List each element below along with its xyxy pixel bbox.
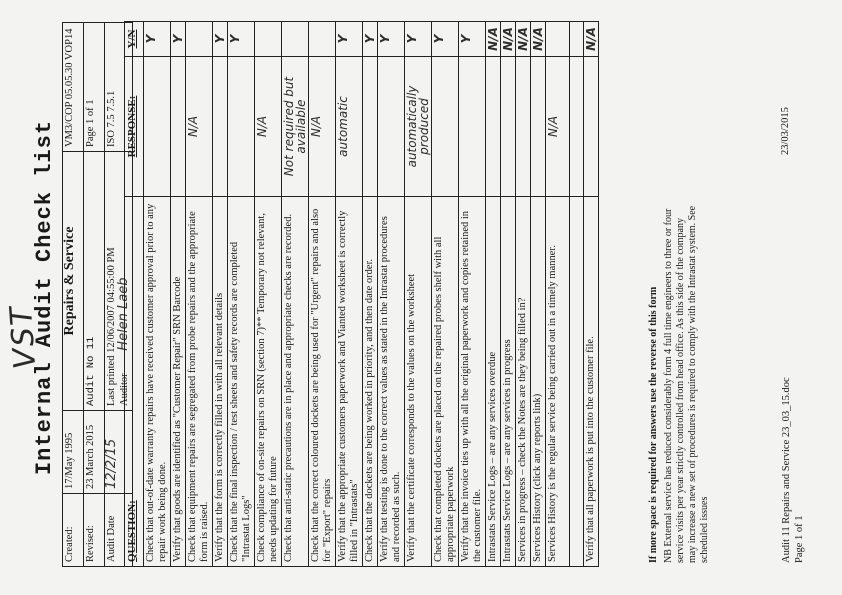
response-value: N/A [186,57,213,197]
question-text: Check that completed dockets are placed on the repaired probes shelf with all appropriate paperwork [432,197,459,567]
response-value: Not required but available [282,57,309,197]
response-value: automatic [336,57,363,197]
question-text: Check that out-of-date warranty repairs have received customer approval prior to any repair work being done. [144,197,171,567]
response-value [432,57,459,197]
yn-value [282,22,309,57]
auditor-signature: Helen Laeb [116,277,131,351]
response-value [584,57,599,197]
yn-value: N/A [584,22,599,57]
yn-value: Y [213,22,228,57]
space-note: If more space is required for answers use the reverse of this form [648,286,659,563]
question-text: Check that equipment repairs are segregated from probe repairs and the appropriate form is raised. [186,197,213,567]
response-value [213,57,228,197]
created-value: 17/May 1995 [63,411,84,494]
footer-page: Page 1 of 1 [794,515,805,563]
yn-value: Y [144,22,171,57]
yn-value: N/A [486,22,501,57]
question-row [336,22,363,567]
document-title: Internal Audit Check list [32,119,57,476]
question-text: Check that the correct coloured dockets are being used for "Urgent" repairs and also for "Export" repairs [309,197,336,567]
page-count: Page 1 of 1 [84,23,105,152]
audit-number: Audit No 11 [84,152,105,411]
yn-value: Y [405,22,432,57]
response-value [531,57,546,197]
question-text: Verify that goods are identified as "Customer Repair" SRN Barcode [171,197,186,567]
question-row [228,22,255,567]
response-value [378,57,405,197]
question-table [124,21,599,567]
question-row [171,22,186,567]
question-row [501,22,516,567]
response-value: N/A [255,57,282,197]
question-text: Intrastats Service Logs – are any services overdue [486,197,501,567]
last-printed: Last printed 12/06/2007 04:55:00 PM [106,247,117,406]
question-text: Check compliance of on-site repairs on SRN (section 7)** Temporary not relevant, needs updating for future [255,197,282,567]
revised-label: Revised: [84,494,105,567]
yn-value: Y [171,22,186,57]
question-text: Check that the dockets are being worked in priority, and then date order. [363,197,378,567]
yn-value: N/A [516,22,531,57]
question-text [570,197,584,567]
yn-value: Y [336,22,363,57]
question-text: Verify that the certificate corresponds to the values on the worksheet [405,197,432,567]
response-value: N/A [546,57,570,197]
question-text: Services History (click any reports link) [531,197,546,567]
question-text: Verify that the form is correctly filled in with all relevant details [213,197,228,567]
yn-header: Y/N [125,22,144,57]
question-row [378,22,405,567]
question-text: Verify that testing is done to the correct values as stated in the Intrastat procedures and recorded as such. [378,197,405,567]
response-header: RESPONSE: [125,57,144,197]
question-row [570,22,584,567]
response-value [501,57,516,197]
question-text: Services History is the regular service being carried out in a timely manner. [546,197,570,567]
response-value [516,57,531,197]
question-row [546,22,570,567]
question-row [405,22,432,567]
question-row [282,22,309,567]
created-label: Created: [63,494,84,567]
question-row [186,22,213,567]
question-text: Intrastats Service Logs – are any services in progress [501,197,516,567]
audit-date-value: 12/2/15 [105,411,133,494]
yn-value: Y [228,22,255,57]
document-subtitle: Repairs & Service [63,152,84,411]
response-value [228,57,255,197]
response-value: automatically produced [405,57,432,197]
question-row [144,22,171,567]
question-row [459,22,486,567]
question-text: Verify that all paperwork is put into the customer file. [584,197,599,567]
question-text: Check that the final inspection / test sheets and safety records are completed "Intrastat Logs" [228,197,255,567]
footer-left [780,377,806,563]
yn-value [186,22,213,57]
response-value [459,57,486,197]
yn-value [570,22,584,57]
question-row [432,22,459,567]
yn-value: Y [378,22,405,57]
question-row [309,22,336,567]
handwritten-mark: VST [3,303,44,371]
yn-value: Y [459,22,486,57]
audit-date-label: Audit Date [105,494,133,567]
response-value [570,57,584,197]
ref-code: VM3/COP 05.05.30 VOP14 [63,23,84,152]
footer-file: Audit 11 Repairs and Service 23_03_15.doc [781,377,792,563]
question-row [363,22,378,567]
yn-value [255,22,282,57]
question-row [531,22,546,567]
question-text: Services in progress – check the Notes are they being filled in? [516,197,531,567]
question-row [213,22,228,567]
question-header: QUESTION: [125,197,144,567]
yn-value: Y [363,22,378,57]
header-table [62,22,133,567]
response-value [363,57,378,197]
response-value: N/A [309,57,336,197]
response-value [171,57,186,197]
question-text: Verify that the appropriate customers paperwork and Vianted worksheet is correctly filled in "Intrastats" [336,197,363,567]
footer-date: 23/03/2015 [780,107,791,155]
revised-value: 23 March 2015 [84,411,105,494]
question-text: Verify that the invoice ties up with all the original paperwork and copies retained in the customer file. [459,197,486,567]
iso-ref: ISO 7.5 7.5.1 [105,23,133,152]
question-row [486,22,501,567]
response-value [144,57,171,197]
yn-value [546,22,570,57]
yn-value: Y [432,22,459,57]
response-value [486,57,501,197]
question-text: Check that anti-static precautions are in place and appropriate checks are recorded. [282,197,309,567]
question-row [255,22,282,567]
nb-note: NB External service has reduced considerably form 4 full time engineers to three or four service visits per year strictly controlled from head office. As this side of the company may increase a new set of procedures is required to comply with the Intrastat system. See scheduled issues [663,205,710,563]
yn-value [309,22,336,57]
notes [648,203,711,563]
yn-value: N/A [531,22,546,57]
auditor-label: Auditor [119,373,130,406]
yn-value: N/A [501,22,516,57]
question-row [516,22,531,567]
question-row [584,22,599,567]
